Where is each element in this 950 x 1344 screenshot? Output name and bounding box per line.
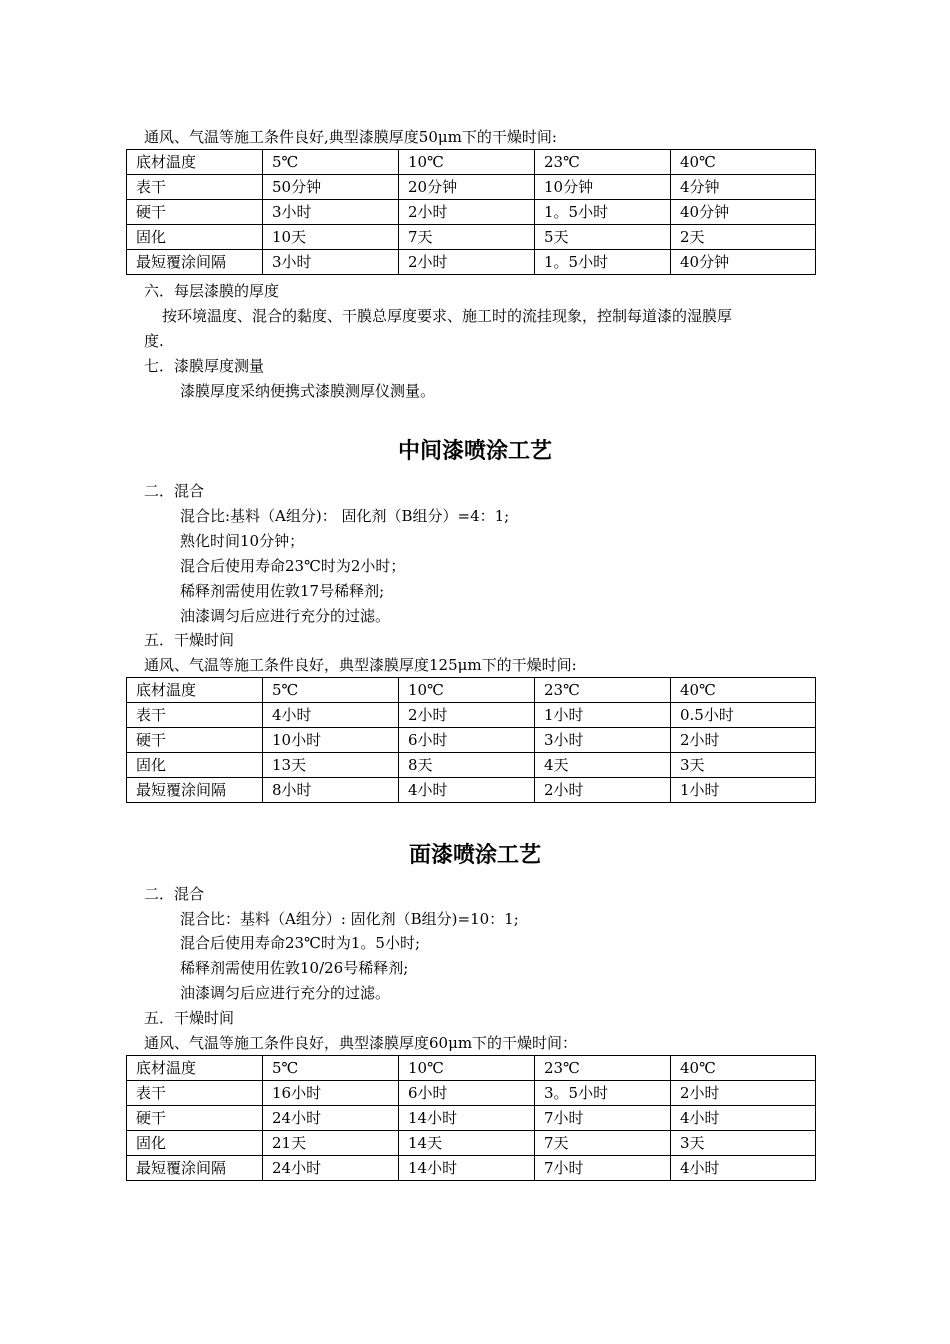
table-cell: 底材温度 xyxy=(127,1056,263,1081)
table-cell: 7天 xyxy=(535,1131,671,1156)
table-cell: 5℃ xyxy=(263,1056,399,1081)
table-row xyxy=(127,175,816,200)
table-cell: 10℃ xyxy=(399,1056,535,1081)
table-cell: 10小时 xyxy=(263,728,399,753)
table-cell: 23℃ xyxy=(535,150,671,175)
table-cell: 24小时 xyxy=(263,1106,399,1131)
table-cell: 固化 xyxy=(127,753,263,778)
mix-line: 混合比：基料（A组分）: 固化剂（B组分)=10：1; xyxy=(180,910,519,928)
table-cell: 4分钟 xyxy=(671,175,816,200)
table-row xyxy=(127,1156,816,1181)
dry-heading-3: 五．干燥时间 xyxy=(144,1009,235,1027)
table-cell: 23℃ xyxy=(535,678,671,703)
table-row xyxy=(127,753,816,778)
table-cell: 固化 xyxy=(127,1131,263,1156)
table-cell: 3天 xyxy=(671,1131,816,1156)
table-cell: 14小时 xyxy=(399,1156,535,1181)
table-cell: 5℃ xyxy=(263,150,399,175)
table-cell: 6小时 xyxy=(399,1081,535,1106)
table-cell: 40℃ xyxy=(671,1056,816,1081)
table-cell: 7小时 xyxy=(535,1106,671,1131)
mix-line: 稀释剂需使用佐敦17号稀释剂; xyxy=(180,582,385,600)
table-cell: 10天 xyxy=(263,225,399,250)
table-cell: 3小时 xyxy=(263,250,399,275)
dry-time-intro-1: 通风、气温等施工条件良好,典型漆膜厚度50μm下的干燥时间: xyxy=(144,128,557,146)
table-cell: 2小时 xyxy=(671,728,816,753)
table-cell: 4小时 xyxy=(263,703,399,728)
table-cell: 固化 xyxy=(127,225,263,250)
table-cell: 2小时 xyxy=(399,250,535,275)
table-cell: 2小时 xyxy=(399,200,535,225)
table-cell: 40分钟 xyxy=(671,200,816,225)
table-row xyxy=(127,250,816,275)
table-cell: 14小时 xyxy=(399,1106,535,1131)
item6-text: 按环境温度、混合的黏度、干膜总厚度要求、施工时的流挂现象，控制每道漆的湿膜厚 xyxy=(162,307,733,325)
item6-heading: 六．每层漆膜的厚度 xyxy=(144,282,280,300)
mix-line: 熟化时间10分钟； xyxy=(180,532,305,550)
table-cell: 40℃ xyxy=(671,678,816,703)
table-cell: 3小时 xyxy=(535,728,671,753)
mix-line: 混合后使用寿命23℃时为1。5小时; xyxy=(180,934,421,952)
table-cell: 5天 xyxy=(535,225,671,250)
table-cell: 表干 xyxy=(127,1081,263,1106)
table-cell: 21天 xyxy=(263,1131,399,1156)
table-cell: 表干 xyxy=(127,175,263,200)
table-cell: 24小时 xyxy=(263,1156,399,1181)
mix-heading-3: 二．混合 xyxy=(144,885,205,903)
table-cell: 2小时 xyxy=(671,1081,816,1106)
table-cell: 8小时 xyxy=(263,778,399,803)
table-row xyxy=(127,150,816,175)
dry-time-table-2 xyxy=(126,677,816,803)
table-row xyxy=(127,225,816,250)
table-cell: 6小时 xyxy=(399,728,535,753)
table-cell: 0.5小时 xyxy=(671,703,816,728)
table-cell: 13天 xyxy=(263,753,399,778)
table-row xyxy=(127,1131,816,1156)
table-cell: 2小时 xyxy=(535,778,671,803)
dry-heading-2: 五．干燥时间 xyxy=(144,631,235,649)
mix-line: 油漆调匀后应进行充分的过滤。 xyxy=(180,984,391,1002)
table-cell: 底材温度 xyxy=(127,150,263,175)
table-row xyxy=(127,778,816,803)
section-title-intermediate-coat: 中间漆喷涂工艺 xyxy=(397,439,552,464)
table-cell: 1小时 xyxy=(535,703,671,728)
table-cell: 8天 xyxy=(399,753,535,778)
mix-line: 混合比:基料（A组分)： 固化剂（B组分）=4：1; xyxy=(180,507,510,525)
table-cell: 硬干 xyxy=(127,200,263,225)
table-cell: 3小时 xyxy=(263,200,399,225)
table-cell: 23℃ xyxy=(535,1056,671,1081)
table-cell: 20分钟 xyxy=(399,175,535,200)
table-cell: 最短覆涂间隔 xyxy=(127,250,263,275)
table-row xyxy=(127,200,816,225)
dry-time-intro-2: 通风、气温等施工条件良好，典型漆膜厚度125μm下的干燥时间: xyxy=(144,656,577,674)
table-cell: 底材温度 xyxy=(127,678,263,703)
table-cell: 10℃ xyxy=(399,150,535,175)
table-cell: 1。5小时 xyxy=(535,200,671,225)
table-cell: 2天 xyxy=(671,225,816,250)
table-cell: 3天 xyxy=(671,753,816,778)
table-cell: 40℃ xyxy=(671,150,816,175)
table-cell: 40分钟 xyxy=(671,250,816,275)
item6-text-cont: 度. xyxy=(144,332,164,350)
table-cell: 7小时 xyxy=(535,1156,671,1181)
table-row xyxy=(127,1056,816,1081)
item7-heading: 七．漆膜厚度测量 xyxy=(144,357,265,375)
table-cell: 10℃ xyxy=(399,678,535,703)
table-row xyxy=(127,1081,816,1106)
table-cell: 16小时 xyxy=(263,1081,399,1106)
table-row xyxy=(127,728,816,753)
table-cell: 硬干 xyxy=(127,1106,263,1131)
dry-time-table-1 xyxy=(126,149,816,275)
table-cell: 最短覆涂间隔 xyxy=(127,778,263,803)
table-cell: 3。5小时 xyxy=(535,1081,671,1106)
table-cell: 2小时 xyxy=(399,703,535,728)
table-cell: 硬干 xyxy=(127,728,263,753)
table-cell: 表干 xyxy=(127,703,263,728)
table-row xyxy=(127,1106,816,1131)
item7-text: 漆膜厚度采纳便携式漆膜测厚仪测量。 xyxy=(180,382,436,400)
table-cell: 10分钟 xyxy=(535,175,671,200)
table-cell: 4小时 xyxy=(671,1156,816,1181)
table-cell: 4天 xyxy=(535,753,671,778)
table-cell: 最短覆涂间隔 xyxy=(127,1156,263,1181)
mix-heading-2: 二．混合 xyxy=(144,482,205,500)
mix-line: 油漆调匀后应进行充分的过滤。 xyxy=(180,607,391,625)
table-row xyxy=(127,678,816,703)
table-cell: 4小时 xyxy=(399,778,535,803)
section-title-topcoat: 面漆喷涂工艺 xyxy=(408,843,541,868)
table-row xyxy=(127,703,816,728)
table-cell: 50分钟 xyxy=(263,175,399,200)
table-cell: 14天 xyxy=(399,1131,535,1156)
table-cell: 4小时 xyxy=(671,1106,816,1131)
dry-time-table-3 xyxy=(126,1055,816,1181)
table-cell: 1。5小时 xyxy=(535,250,671,275)
mix-line: 稀释剂需使用佐敦10/26号稀释剂; xyxy=(180,959,409,977)
table-cell: 5℃ xyxy=(263,678,399,703)
table-cell: 7天 xyxy=(399,225,535,250)
dry-time-intro-3: 通风、气温等施工条件良好，典型漆膜厚度60μm下的干燥时间： xyxy=(144,1034,578,1052)
mix-line: 混合后使用寿命23℃时为2小时； xyxy=(180,557,406,575)
table-cell: 1小时 xyxy=(671,778,816,803)
